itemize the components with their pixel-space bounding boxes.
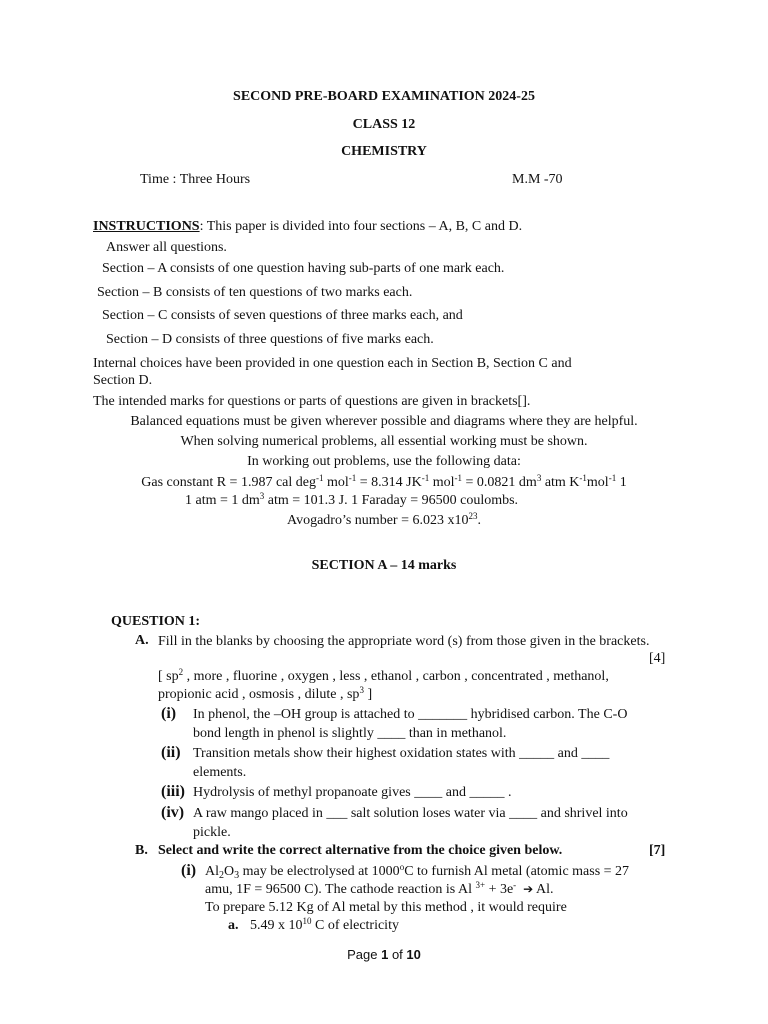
superscript: -1 xyxy=(421,473,430,483)
item-number: (i) xyxy=(181,862,197,879)
item-number: (iv) xyxy=(161,804,185,821)
text-run: 5.49 x 10 xyxy=(250,918,303,933)
page-footer xyxy=(0,947,768,962)
item-number: (ii) xyxy=(161,744,181,761)
text-run: C to furnish Al metal (atomic mass = 27 xyxy=(404,864,630,879)
instruction-line: Answer all questions. xyxy=(106,240,227,255)
max-marks-label: M.M -70 xyxy=(512,172,563,187)
instructions-label: INSTRUCTIONS xyxy=(93,219,200,234)
superscript: 10 xyxy=(302,916,312,926)
part-b-marks: [7] xyxy=(649,843,666,858)
subject-label: CHEMISTRY xyxy=(341,144,427,159)
instructions-intro-text: : This paper is divided into four sections – A, B, C and D. xyxy=(199,219,523,234)
exam-title: SECOND PRE-BOARD EXAMINATION 2024-25 xyxy=(233,89,535,104)
option-text xyxy=(250,918,399,934)
fill-blank-question: Hydrolysis of methyl propanoate gives ____ and _____ . xyxy=(193,785,512,800)
mcq-question-line: To prepare 5.12 Kg of Al metal by this method , it would require xyxy=(205,900,567,915)
instructions-intro xyxy=(93,219,522,235)
fill-blank-question: bond length in phenol is slightly ____ than in methanol. xyxy=(193,726,507,741)
option-letter: a. xyxy=(228,918,239,933)
fill-blank-question: A raw mango placed in ___ salt solution loses water via ____ and shrivel into xyxy=(193,806,628,821)
text-run: . xyxy=(477,513,481,528)
word-bank-line xyxy=(158,687,372,703)
part-a-marks: [4] xyxy=(649,651,666,666)
subscript: 3 xyxy=(234,870,240,881)
part-a-instruction: Fill in the blanks by choosing the appropriate word (s) from those given in the brackets. xyxy=(158,634,650,649)
instruction-line: Balanced equations must be given wherever possible and diagrams where they are helpful. xyxy=(130,414,638,429)
section-a-heading: SECTION A – 14 marks xyxy=(311,558,457,573)
word-bank-line xyxy=(158,669,609,685)
text-run: [ sp xyxy=(158,669,179,684)
part-a-letter: A. xyxy=(135,633,149,648)
instruction-line: Section – C consists of seven questions of three marks each, and xyxy=(102,308,463,323)
text-run: C of electricity xyxy=(311,918,399,933)
superscript: -1 xyxy=(608,473,617,483)
footer-of-word: of xyxy=(388,947,407,962)
instruction-line: Section – D consists of three questions of five marks each. xyxy=(106,332,434,347)
text-run: 1 xyxy=(616,475,627,490)
text-run: Al. xyxy=(533,882,554,897)
footer-page-number: 1 xyxy=(381,947,389,962)
subscript: 2 xyxy=(219,870,224,881)
superscript: 3+ xyxy=(475,880,486,890)
text-run: atm = 101.3 J. 1 Faraday = 96500 coulombs. xyxy=(264,493,519,508)
superscript: -1 xyxy=(348,473,357,483)
question-1-label: QUESTION 1: xyxy=(111,614,201,629)
text-run: O xyxy=(224,864,235,879)
text-run: , more , fluorine , oxygen , less , ethanol , carbon , concentrated , methanol, xyxy=(183,669,609,684)
text-run: Avogadro’s number = 6.023 x10 xyxy=(287,513,469,528)
fill-blank-question: Transition metals show their highest oxidation states with _____ and ____ xyxy=(193,746,610,761)
part-b-letter: B. xyxy=(135,843,148,858)
instruction-line: When solving numerical problems, all essential working must be shown. xyxy=(180,434,588,449)
instruction-line: Section D. xyxy=(93,373,153,388)
instruction-line: Internal choices have been provided in one question each in Section B, Section C and xyxy=(93,356,572,371)
text-run: + 3e xyxy=(485,882,514,897)
fill-blank-question: elements. xyxy=(193,765,247,780)
text-run: mol xyxy=(429,475,455,490)
item-number: (iii) xyxy=(161,783,185,800)
text-run: Gas constant R = 1.987 cal deg xyxy=(141,475,316,490)
instruction-line: Section – A consists of one question having sub-parts of one mark each. xyxy=(102,261,505,276)
text-run: Al xyxy=(205,864,219,879)
arrow-icon: ➔ xyxy=(523,882,534,896)
fill-blank-question: pickle. xyxy=(193,825,231,840)
text-run: ] xyxy=(363,687,373,702)
superscript: 3 xyxy=(259,491,265,501)
gas-constant-line xyxy=(0,475,768,491)
footer-page-total: 10 xyxy=(406,947,421,962)
superscript: -1 xyxy=(454,473,463,483)
atm-line xyxy=(185,493,518,509)
text-run: mol xyxy=(586,475,609,490)
mcq-question-line xyxy=(205,864,629,880)
time-label: Time : Three Hours xyxy=(140,172,251,187)
part-b-instruction: Select and write the correct alternative from the choice given below. xyxy=(158,843,563,858)
text-run: propionic acid , osmosis , dilute , sp xyxy=(158,687,360,702)
text-run: may be electrolysed at 1000 xyxy=(239,864,400,879)
text-run: amu, 1F = 96500 C). The cathode reaction is Al xyxy=(205,882,476,897)
class-label: CLASS 12 xyxy=(352,117,416,132)
avogadro-line xyxy=(0,513,768,529)
superscript: -1 xyxy=(315,473,324,483)
superscript: 2 xyxy=(178,667,184,677)
superscript: - xyxy=(513,880,517,890)
item-number: (i) xyxy=(161,705,177,722)
superscript: 23 xyxy=(468,511,478,521)
superscript: -1 xyxy=(579,473,587,483)
text-run: atm K xyxy=(541,475,580,490)
text-run: 1 atm = 1 dm xyxy=(185,493,260,508)
footer-page-word: Page xyxy=(347,947,382,962)
fill-blank-question: In phenol, the –OH group is attached to _______ hybridised carbon. The C-O xyxy=(193,707,628,722)
text-run: mol xyxy=(323,475,349,490)
text-run: = 8.314 JK xyxy=(356,475,422,490)
text-run: = 0.0821 dm xyxy=(462,475,537,490)
superscript: 3 xyxy=(359,685,364,695)
superscript: 3 xyxy=(536,473,542,483)
instruction-line: Section – B consists of ten questions of two marks each. xyxy=(97,285,413,300)
mcq-question-line xyxy=(205,882,553,898)
superscript: o xyxy=(399,862,405,872)
instruction-line: The intended marks for questions or parts of questions are given in brackets[]. xyxy=(93,394,531,409)
instruction-line: In working out problems, use the following data: xyxy=(247,454,521,469)
